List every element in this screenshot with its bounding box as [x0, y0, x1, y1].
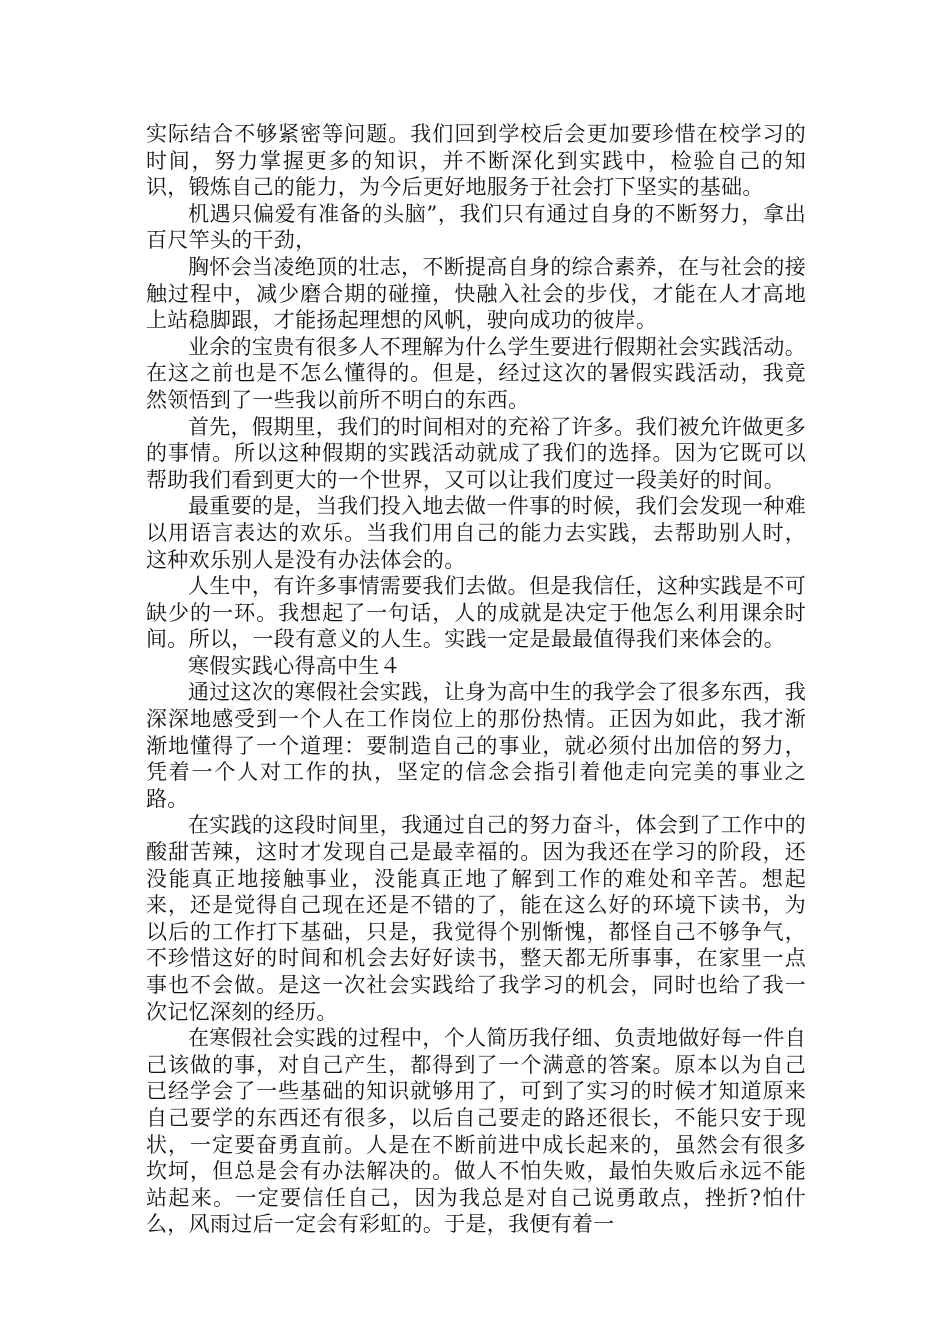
- paragraph-3: 胸怀会当凌绝顶的壮志，不断提高自身的综合素养，在与社会的接触过程中，减少磨合期的碰撞，快融入社会的步伐，才能在人才高地上站稳脚跟，才能扬起理想的风帆，驶向成功的彼岸。: [146, 254, 806, 333]
- paragraph-2: 机遇只偏爱有准备的头脑”，我们只有通过自身的不断努力，拿出百尺竿头的干劲，: [146, 201, 806, 253]
- document-body: [146, 121, 806, 1238]
- paragraph-8: 通过这次的寒假社会实践，让身为高中生的我学会了很多东西，我深深地感受到一个人在工作岗位上的那份热情。正因为如此，我才渐渐地懂得了一个道理：要制造自己的事业，就必须付出加倍的努力，凭着一个人对工作的执，坚定的信念会指引着他走向完美的事业之路。: [146, 680, 806, 811]
- paragraph-1: 实际结合不够紧密等问题。我们回到学校后会更加要珍惜在校学习的时间，努力掌握更多的知识，并不断深化到实践中，检验自己的知识，锻炼自己的能力，为今后更好地服务于社会打下坚实的基础。: [146, 122, 806, 200]
- section-heading: 寒假实践心得高中生４: [188, 653, 401, 678]
- paragraph-4: 业余的宝贵有很多人不理解为什么学生要进行假期社会实践活动。在这之前也是不怎么懂得的。但是，经过这次的暑假实践活动，我竟然领悟到了一些我以前所不明白的东西。: [146, 334, 806, 412]
- paragraph-6: 最重要的是，当我们投入地去做一件事的时候，我们会发现一种难以用语言表达的欢乐。当我们用自己的能力去实践，去帮助别人时，这种欢乐别人是没有办法体会的。: [146, 494, 806, 572]
- paragraph-10: 在寒假社会实践的过程中，个人简历我仔细、负责地做好每一件自己该做的事，对自己产生，都得到了一个满意的答案。原本以为自己已经学会了一些基础的知识就够用了，可到了实习的时候才知道原来自己要学的东西还有很多，以后自己要走的路还很长，不能只安于现状，一定要奋勇直前。人是在不断前进中成长起来的，虽然会有很多坎坷，但总是会有办法解决的。做人不怕失败，最怕失败后永远不能站起来。一定要信任自己，因为我总是对自己说勇敢点，挫折?怕什么，风雨过后一定会有彩虹的。于是，我便有着一: [146, 1026, 806, 1237]
- paragraph-9: 在实践的这段时间里，我通过自己的努力奋斗，体会到了工作中的酸甜苦辣，这时才发现自己是最幸福的。因为我还在学习的阶段，还没能真正地接触事业，没能真正地了解到工作的难处和辛苦。想起来，还是觉得自己现在还是不错的了，能在这么好的环境下读书，为以后的工作打下基础，只是，我觉得个别惭愧，都怪自己不够争气，不珍惜这好的时间和机会去好好读书，整天都无所事事，在家里一点事也不会做。是这一次社会实践给了我学习的机会，同时也给了我一次记忆深刻的经历。: [146, 813, 806, 1024]
- paragraph-5: 首先，假期里，我们的时间相对的充裕了许多。我们被允许做更多的事情。所以这种假期的实践活动就成了我们的选择。因为它既可以帮助我们看到更大的一个世界，又可以让我们度过一段美好的时间。: [146, 414, 806, 492]
- paragraph-7: 人生中，有许多事情需要我们去做。但是我信任，这种实践是不可缺少的一环。我想起了一句话，人的成就是决定于他怎么利用课余时间。所以，一段有意义的人生。实践一定是最最值得我们来体会的。: [146, 574, 806, 652]
